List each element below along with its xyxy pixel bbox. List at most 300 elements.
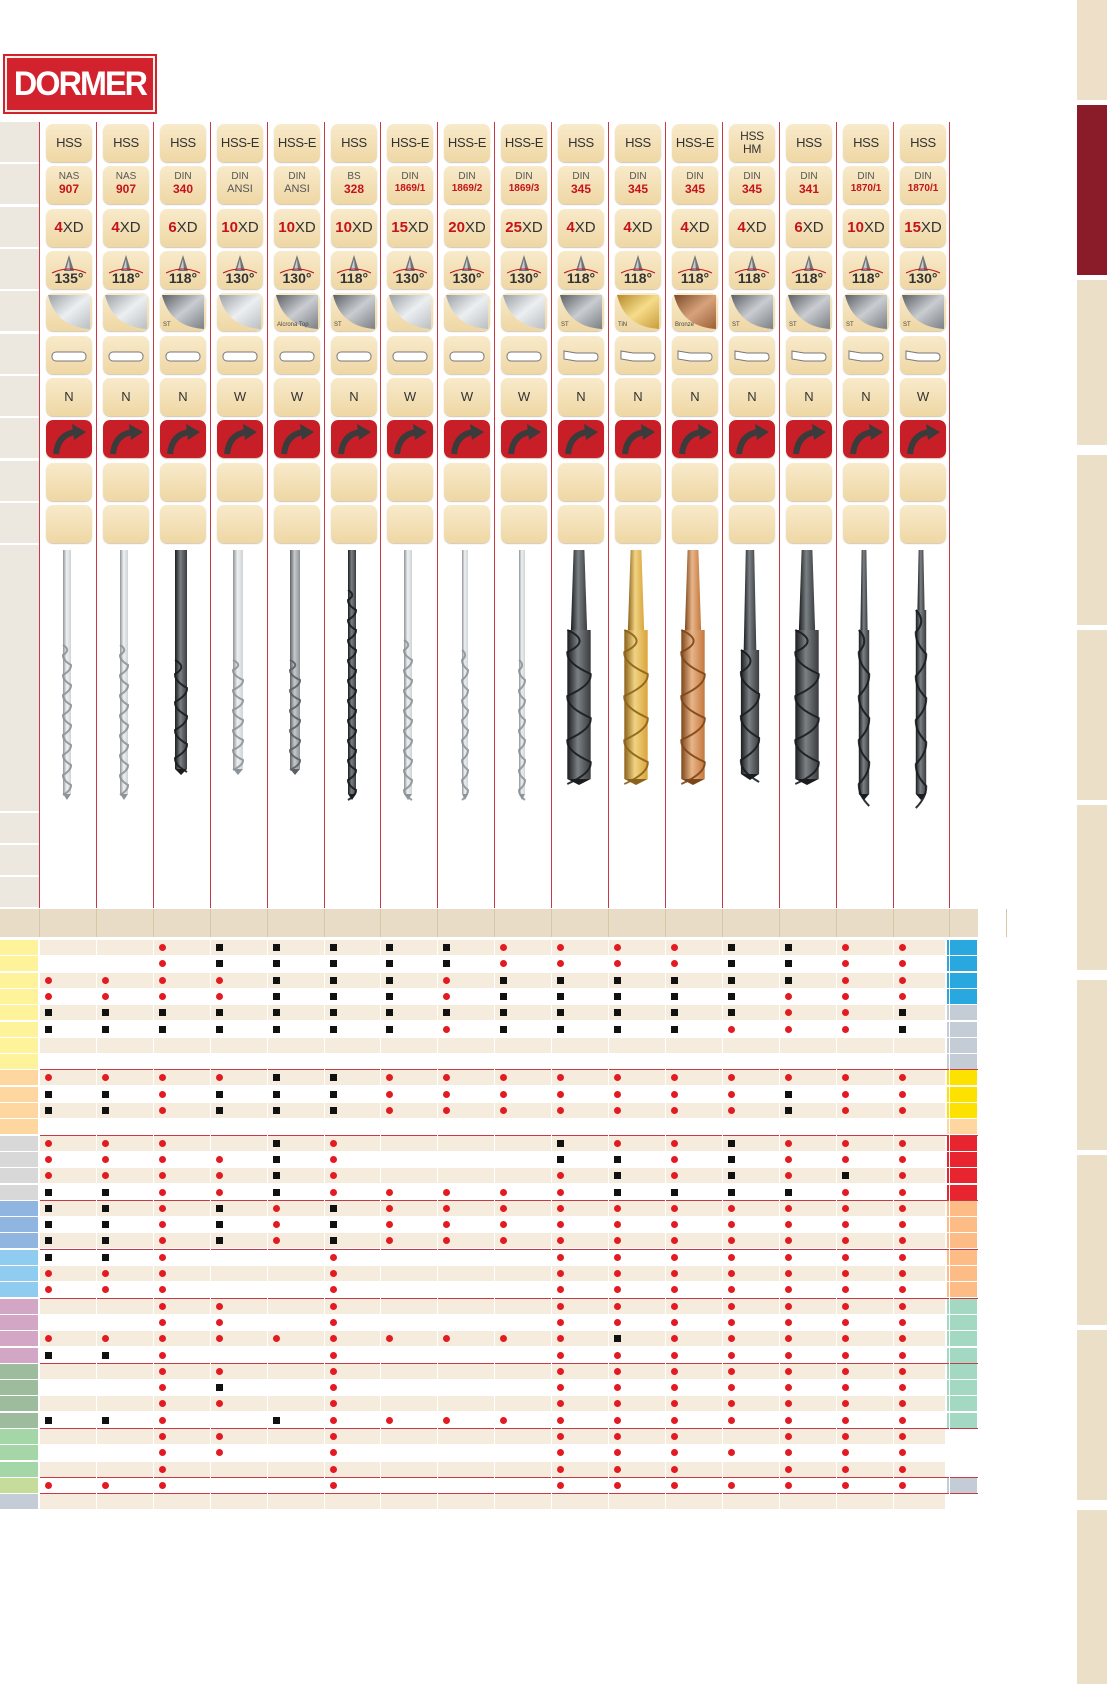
suitable-dot	[842, 1368, 849, 1375]
depth-multiple: 15	[904, 219, 921, 236]
suitable-dot	[899, 1449, 906, 1456]
shank-tile	[331, 336, 377, 374]
standard-type: DIN	[686, 171, 704, 182]
suitable-dot	[386, 1237, 393, 1244]
depth-tile	[672, 209, 718, 247]
recommended-square	[728, 960, 735, 967]
side-tab[interactable]	[1077, 980, 1107, 1150]
data-row	[0, 1233, 978, 1249]
material-tile	[444, 124, 490, 162]
row-group-swatch	[947, 1331, 977, 1346]
empty-tile	[615, 505, 661, 543]
standard-tile	[672, 166, 718, 204]
shank-tile	[444, 336, 490, 374]
suitable-dot	[443, 1205, 450, 1212]
data-column-divider	[665, 940, 666, 1511]
shank-icon	[843, 336, 889, 374]
side-tab[interactable]	[1077, 1330, 1107, 1500]
material-tile	[217, 124, 263, 162]
suitable-dot	[671, 1205, 678, 1212]
row-label-cell	[0, 334, 40, 374]
shank-icon	[103, 336, 149, 374]
depth-suffix: XD	[237, 219, 259, 236]
recommended-square	[102, 1254, 109, 1261]
suitable-dot	[557, 1319, 564, 1326]
point-angle-tile	[900, 251, 946, 289]
side-tab[interactable]	[1077, 805, 1107, 970]
row-background	[40, 1103, 945, 1118]
finish-label: ST	[846, 322, 854, 328]
suitable-dot	[728, 1400, 735, 1407]
data-row	[0, 1282, 978, 1298]
material-tile	[274, 124, 320, 162]
rotation-arrow-icon	[46, 420, 92, 458]
empty-tile	[729, 505, 775, 543]
suitable-dot	[557, 1482, 564, 1489]
suitable-dot	[216, 1303, 223, 1310]
suitable-dot	[728, 1384, 735, 1391]
recommended-square	[159, 1009, 166, 1016]
standard-tile	[843, 166, 889, 204]
recommended-square	[216, 1221, 223, 1228]
suitable-dot	[842, 1400, 849, 1407]
suitable-dot	[159, 1189, 166, 1196]
suitable-dot	[159, 944, 166, 951]
recommended-square	[330, 1091, 337, 1098]
finish-tile	[46, 293, 92, 331]
depth-multiple: 10	[847, 219, 864, 236]
depth-tile	[786, 209, 832, 247]
shank-tile	[900, 336, 946, 374]
suitable-dot	[500, 1205, 507, 1212]
empty-tile	[900, 505, 946, 543]
row-background	[40, 1038, 945, 1053]
data-column-divider	[96, 940, 97, 1511]
shank-tile	[46, 336, 92, 374]
suitable-dot	[159, 1466, 166, 1473]
side-tab[interactable]	[1077, 280, 1107, 445]
finish-tile	[843, 293, 889, 331]
suitable-dot	[614, 1074, 621, 1081]
suitable-dot	[443, 1026, 450, 1033]
rotation-arrow-icon	[387, 420, 433, 458]
suitable-dot	[330, 1156, 337, 1163]
row-label-cell	[0, 877, 40, 907]
suitable-dot	[899, 1286, 906, 1293]
recommended-square	[386, 1026, 393, 1033]
rotation-arrow-icon	[444, 420, 490, 458]
suitable-dot	[216, 1368, 223, 1375]
suitable-dot	[728, 1237, 735, 1244]
suitable-dot	[614, 1091, 621, 1098]
flute-type: N	[633, 389, 643, 404]
drill-image	[380, 550, 436, 810]
drill-image	[665, 550, 721, 810]
rotation-arrow-icon	[615, 420, 661, 458]
suitable-dot	[899, 1237, 906, 1244]
row-background	[40, 1250, 945, 1265]
recommended-square	[386, 977, 393, 984]
finish-label: Alcrona Top	[277, 322, 309, 328]
point-angle-tile	[729, 251, 775, 289]
suitable-dot	[842, 1270, 849, 1277]
recommended-square	[102, 1221, 109, 1228]
suitable-dot	[500, 1417, 507, 1424]
suitable-dot	[159, 1091, 166, 1098]
suitable-dot	[614, 1303, 621, 1310]
flute-type: N	[690, 389, 700, 404]
flute-type: N	[178, 389, 188, 404]
row-group-swatch	[947, 1038, 977, 1053]
recommended-square	[443, 1009, 450, 1016]
rotation-arrow-icon	[501, 420, 547, 458]
row-category-swatch	[0, 1022, 38, 1037]
row-category-swatch	[0, 973, 38, 988]
point-angle: 135°	[54, 270, 84, 286]
rotation-tile	[558, 420, 604, 458]
suitable-dot	[785, 1140, 792, 1147]
row-background	[40, 956, 945, 971]
row-group-swatch	[947, 1168, 977, 1183]
point-angle-tile	[331, 251, 377, 289]
recommended-square	[785, 944, 792, 951]
suitable-dot	[842, 1140, 849, 1147]
row-background	[40, 1380, 945, 1395]
suitable-dot	[785, 1417, 792, 1424]
point-angle-tile	[387, 251, 433, 289]
row-group-swatch	[947, 1185, 977, 1200]
depth-multiple: 10	[278, 219, 295, 236]
empty-tile	[786, 463, 832, 501]
recommended-square	[45, 1189, 52, 1196]
point-angle: 118°	[737, 270, 767, 286]
point-angle: 118°	[168, 270, 198, 286]
suitable-dot	[500, 944, 507, 951]
data-row	[0, 1103, 978, 1119]
empty-tile	[387, 505, 433, 543]
shank-icon	[672, 336, 718, 374]
side-tab[interactable]	[1077, 1510, 1107, 1684]
suitable-dot	[159, 960, 166, 967]
flute-tile	[786, 378, 832, 416]
row-category-swatch	[0, 1217, 38, 1232]
suitable-dot	[899, 1172, 906, 1179]
recommended-square	[273, 1107, 280, 1114]
recommended-square	[330, 977, 337, 984]
data-row	[0, 1266, 978, 1282]
row-background	[40, 1005, 945, 1020]
empty-tile	[387, 463, 433, 501]
recommended-square	[386, 993, 393, 1000]
recommended-square	[159, 1026, 166, 1033]
standard-type: DIN	[914, 171, 932, 182]
side-tab[interactable]	[1077, 1155, 1107, 1325]
row-group-swatch	[947, 1478, 977, 1493]
suitable-dot	[671, 1466, 678, 1473]
row-background	[40, 1022, 945, 1037]
standard-tile	[217, 166, 263, 204]
depth-multiple: 4	[566, 219, 575, 236]
suitable-dot	[842, 944, 849, 951]
depth-multiple: 10	[335, 219, 352, 236]
suitable-dot	[443, 1221, 450, 1228]
depth-multiple: 15	[391, 219, 408, 236]
row-background	[40, 1315, 945, 1330]
row-background	[40, 1152, 945, 1167]
row-category-swatch	[0, 1364, 38, 1379]
suitable-dot	[500, 1189, 507, 1196]
rotation-arrow-icon	[843, 420, 889, 458]
material-label: HSS	[796, 135, 822, 150]
row-group-swatch	[947, 1054, 977, 1069]
standard-type: DIN	[800, 171, 818, 182]
finish-tile	[217, 293, 263, 331]
standard-number: 345	[741, 182, 763, 196]
row-category-swatch	[0, 1087, 38, 1102]
data-row	[0, 1136, 978, 1152]
data-column-divider	[153, 940, 154, 1511]
recommended-square	[330, 993, 337, 1000]
suitable-dot	[671, 1221, 678, 1228]
suitable-dot	[842, 1319, 849, 1326]
suitable-dot	[330, 1433, 337, 1440]
row-background	[40, 1233, 945, 1248]
row-group-swatch	[947, 940, 977, 955]
rotation-tile	[672, 420, 718, 458]
recommended-square	[273, 1156, 280, 1163]
row-category-swatch	[0, 1413, 38, 1428]
row-background	[40, 1119, 945, 1134]
depth-tile	[615, 209, 661, 247]
data-column-divider	[949, 940, 950, 1511]
suitable-dot	[386, 1189, 393, 1196]
suitable-dot	[899, 1433, 906, 1440]
standard-number: 907	[115, 182, 137, 196]
shank-tile	[103, 336, 149, 374]
depth-multiple: 4	[680, 219, 689, 236]
row-background	[40, 1413, 945, 1428]
material-tile	[729, 124, 775, 162]
recommended-square	[557, 993, 564, 1000]
material-tile	[46, 124, 92, 162]
suitable-dot	[785, 1156, 792, 1163]
shank-icon	[331, 336, 377, 374]
material-label: HSS HM	[740, 129, 764, 156]
data-row	[0, 973, 978, 989]
suitable-dot	[159, 1286, 166, 1293]
standard-type: DIN	[288, 171, 306, 182]
depth-suffix: XD	[407, 219, 429, 236]
empty-tile	[160, 505, 206, 543]
suitable-dot	[671, 1417, 678, 1424]
depth-suffix: XD	[464, 219, 486, 236]
side-tab[interactable]	[1077, 105, 1107, 275]
side-tab[interactable]	[1077, 0, 1107, 100]
flute-tile	[217, 378, 263, 416]
standard-type: DIN	[458, 171, 476, 182]
drill-image	[836, 550, 892, 810]
recommended-square	[216, 960, 223, 967]
suitable-dot	[899, 1254, 906, 1261]
flute-type: N	[64, 389, 74, 404]
standard-number: 341	[798, 182, 820, 196]
row-background	[40, 1462, 945, 1477]
suitable-dot	[899, 1384, 906, 1391]
row-background	[40, 940, 945, 955]
row-background	[40, 1185, 945, 1200]
finish-swatch-icon	[103, 293, 149, 331]
rotation-arrow-icon	[160, 420, 206, 458]
recommended-square	[728, 1156, 735, 1163]
flute-type: W	[517, 389, 531, 404]
suitable-dot	[386, 1417, 393, 1424]
finish-tile	[387, 293, 433, 331]
recommended-square	[102, 1189, 109, 1196]
standard-number: 1869/3	[508, 183, 540, 194]
suitable-dot	[671, 1172, 678, 1179]
recommended-square	[45, 1221, 52, 1228]
material-tile	[558, 124, 604, 162]
suitable-dot	[159, 1107, 166, 1114]
suitable-dot	[842, 1417, 849, 1424]
suitable-dot	[557, 1189, 564, 1196]
suitable-dot	[330, 1335, 337, 1342]
depth-multiple: 10	[221, 219, 238, 236]
suitable-dot	[785, 1074, 792, 1081]
finish-label: ST	[789, 322, 797, 328]
suitable-dot	[330, 1319, 337, 1326]
point-angle: 130°	[908, 270, 938, 286]
drill-image	[153, 550, 209, 810]
suitable-dot	[500, 960, 507, 967]
rotation-arrow-icon	[558, 420, 604, 458]
depth-tile	[103, 209, 149, 247]
suitable-dot	[330, 1254, 337, 1261]
flute-tile	[331, 378, 377, 416]
suitable-dot	[785, 1368, 792, 1375]
row-group-swatch	[947, 1201, 977, 1216]
material-label: HSS	[56, 135, 82, 150]
suitable-dot	[216, 1172, 223, 1179]
row-group-swatch	[947, 1250, 977, 1265]
row-background	[40, 1429, 945, 1444]
suitable-dot	[45, 1335, 52, 1342]
depth-multiple: 4	[737, 219, 746, 236]
recommended-square	[216, 1009, 223, 1016]
finish-swatch-icon	[46, 293, 92, 331]
recommended-square	[614, 1026, 621, 1033]
row-group-swatch	[947, 1233, 977, 1248]
material-label: HSS-E	[220, 135, 260, 150]
data-row	[0, 1054, 978, 1070]
standard-type: DIN	[629, 171, 647, 182]
point-angle-tile	[672, 251, 718, 289]
empty-tile	[672, 463, 718, 501]
material-label: HSS-E	[390, 135, 430, 150]
flute-tile	[46, 378, 92, 416]
empty-tile	[786, 505, 832, 543]
data-row	[0, 1445, 978, 1461]
data-column-divider	[494, 940, 495, 1511]
suitable-dot	[273, 1221, 280, 1228]
finish-swatch-icon	[444, 293, 490, 331]
suitable-dot	[842, 1074, 849, 1081]
suitable-dot	[216, 1400, 223, 1407]
row-category-swatch	[0, 1070, 38, 1085]
shank-icon	[444, 336, 490, 374]
depth-suffix: XD	[119, 219, 141, 236]
recommended-square	[614, 993, 621, 1000]
side-tab[interactable]	[1077, 455, 1107, 625]
point-angle-tile	[843, 251, 889, 289]
row-group-swatch	[947, 1315, 977, 1330]
data-row	[0, 1087, 978, 1103]
row-label-cell	[0, 376, 40, 416]
drill-image	[494, 550, 550, 810]
suitable-dot	[330, 1172, 337, 1179]
suitable-dot	[557, 1221, 564, 1228]
empty-tile	[843, 505, 889, 543]
suitable-dot	[728, 1303, 735, 1310]
recommended-square	[728, 977, 735, 984]
suitable-dot	[614, 1417, 621, 1424]
empty-tile	[900, 463, 946, 501]
suitable-dot	[842, 1466, 849, 1473]
suitable-dot	[159, 1368, 166, 1375]
suitable-dot	[557, 1352, 564, 1359]
depth-suffix: XD	[294, 219, 316, 236]
suitable-dot	[842, 1189, 849, 1196]
finish-label: ST	[334, 322, 342, 328]
depth-suffix: XD	[745, 219, 767, 236]
suitable-dot	[899, 1482, 906, 1489]
suitable-dot	[557, 1303, 564, 1310]
empty-tile	[843, 463, 889, 501]
point-angle: 130°	[282, 270, 312, 286]
suitable-dot	[159, 1449, 166, 1456]
data-column-divider	[324, 940, 325, 1511]
rotation-tile	[331, 420, 377, 458]
suitable-dot	[557, 960, 564, 967]
point-angle-tile	[274, 251, 320, 289]
recommended-square	[216, 1384, 223, 1391]
material-label: HSS	[568, 135, 594, 150]
recommended-square	[671, 1189, 678, 1196]
empty-tile	[501, 505, 547, 543]
suitable-dot	[159, 993, 166, 1000]
data-column-divider	[267, 940, 268, 1511]
recommended-square	[102, 1107, 109, 1114]
empty-tile	[160, 463, 206, 501]
row-category-swatch	[0, 1168, 38, 1183]
material-label: HSS-E	[447, 135, 487, 150]
point-angle-tile	[444, 251, 490, 289]
depth-suffix: XD	[688, 219, 710, 236]
suitable-dot	[728, 1417, 735, 1424]
side-tab[interactable]	[1077, 630, 1107, 800]
suitable-dot	[671, 1074, 678, 1081]
rotation-tile	[729, 420, 775, 458]
point-angle: 130°	[509, 270, 539, 286]
depth-suffix: XD	[802, 219, 824, 236]
row-category-swatch	[0, 1250, 38, 1265]
point-angle: 130°	[225, 270, 255, 286]
suitable-dot	[557, 944, 564, 951]
finish-swatch-icon	[387, 293, 433, 331]
material-tile	[843, 124, 889, 162]
suitable-dot	[614, 1237, 621, 1244]
recommended-square	[45, 1009, 52, 1016]
